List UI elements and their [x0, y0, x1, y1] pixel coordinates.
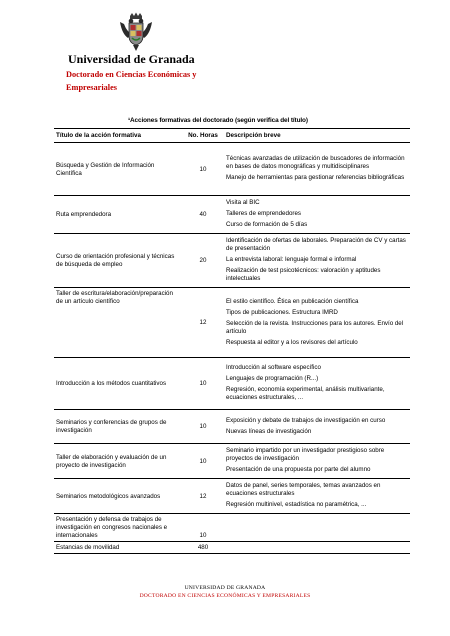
activity-title: Presentación y defensa de trabajos de investigación en congresos nacionales e internacionales	[54, 514, 182, 542]
activity-hours: 10	[182, 143, 224, 196]
description-line: Respuesta al editor y a los revisores del artículo	[226, 338, 358, 346]
activity-hours: 10	[182, 410, 224, 444]
activity-title: Ruta emprendedora	[54, 196, 182, 234]
university-name: Universidad de Granada	[68, 52, 195, 66]
description-line: El estilo científico. Ética en publicación científica	[226, 297, 359, 305]
description-line: La entrevista laboral: lenguaje formal e informal	[226, 256, 357, 263]
description-line: Datos de panel, series temporales, temas avanzados en ecuaciones estructurales	[226, 482, 381, 497]
table-row	[54, 143, 410, 196]
activity-description	[224, 479, 410, 514]
description-line: Tipos de publicaciones. Estructura IMRD	[226, 308, 338, 316]
description-line: Regresión multinivel, estadística no paramétrica, ...	[226, 501, 367, 508]
activity-title: Introducción a los métodos cuantitativos	[54, 358, 182, 410]
description-line: Selección de la revista. Instrucciones para los autores. Envío del artículo	[226, 319, 404, 335]
description-line: Nuevas líneas de investigación	[226, 427, 312, 435]
activity-description	[224, 410, 410, 444]
activity-title: Seminarios y conferencias de grupos de investigación	[54, 410, 182, 444]
doctorate-title: Doctorado en Ciencias Económicas y Empresariales	[66, 70, 197, 92]
activity-description	[224, 288, 410, 358]
description-line: Manejo de herramientas para gestionar referencias bibliográficas	[226, 174, 405, 181]
activity-description	[224, 444, 410, 479]
activity-title: Taller de escritura/elaboración/preparación de un artículo científico	[54, 288, 182, 358]
activity-description	[224, 542, 410, 554]
activity-hours: 12	[182, 288, 224, 358]
table-title: ¹Acciones formativas del doctorado (según verifica del título)	[128, 117, 308, 124]
description-line: Visita al BIC	[226, 199, 260, 206]
activity-description	[224, 143, 410, 196]
description-line: Exposición y debate de trabajos de investigación en curso	[226, 416, 386, 424]
column-header-activity: Título de la acción formativa	[54, 129, 182, 143]
activity-hours: 10	[182, 358, 224, 410]
table-row	[54, 514, 410, 542]
description-line: Talleres de emprendedores	[226, 210, 301, 217]
activity-title: Estancias de movilidad	[54, 542, 182, 554]
description-line: Identificación de ofertas de laborales. Preparación de CV y cartas de presentación	[226, 237, 406, 252]
description-line: Curso de formación de 5 días	[226, 221, 308, 228]
table-row	[54, 542, 410, 554]
activity-hours: 480	[182, 542, 224, 554]
table-row	[54, 288, 410, 358]
activity-title: Seminarios metodológicos avanzados	[54, 479, 182, 514]
footer-doctorate: DOCTORADO EN CIENCIAS ECONÓMICAS Y EMPRESARIALES	[139, 593, 311, 599]
table-row	[54, 358, 410, 410]
table-row	[54, 479, 410, 514]
activity-title: Búsqueda y Gestión de Información Científica	[54, 143, 182, 196]
description-line: Presentación de una propuesta por parte del alumno	[226, 466, 371, 473]
activity-title: Taller de elaboración y evaluación de un proyecto de investigación	[54, 444, 182, 479]
table-row	[54, 444, 410, 479]
activity-description	[224, 234, 410, 288]
table-row	[54, 196, 410, 234]
table-row	[54, 234, 410, 288]
description-line: Introducción al software específico	[226, 364, 321, 371]
training-actions-table	[54, 128, 410, 554]
activity-hours: 10	[182, 444, 224, 479]
table-row	[54, 410, 410, 444]
table-body	[54, 143, 410, 554]
activity-title: Curso de orientación profesional y técnicas de búsqueda de empleo	[54, 234, 182, 288]
description-line: Regresión, economía experimental, análisis multivariante, ecuaciones estructurales, ...	[226, 386, 385, 401]
description-line: Lenguajes de programación (R...)	[226, 375, 319, 382]
activity-description	[224, 196, 410, 234]
description-line: Realización de test psicotécnicos: valoración y aptitudes intelectuales	[226, 267, 381, 282]
footer-university: UNIVERSIDAD DE GRANADA	[184, 585, 266, 591]
column-header-hours: No. Horas	[182, 129, 224, 143]
activity-hours: 12	[182, 479, 224, 514]
table-header-row	[54, 129, 410, 143]
activity-hours: 40	[182, 196, 224, 234]
activity-hours: 20	[182, 234, 224, 288]
activity-description	[224, 358, 410, 410]
description-line: Seminario impartido por un investigador prestigioso sobre proyectos de investigación	[226, 447, 385, 462]
description-line: Técnicas avanzadas de utilización de buscadores de información en bases de datos monográficas y multidisciplinares	[226, 155, 405, 170]
activity-description	[224, 514, 410, 542]
activity-hours: 10	[182, 514, 224, 542]
column-header-description: Descripción breve	[224, 129, 410, 143]
university-crest-icon	[118, 12, 154, 52]
